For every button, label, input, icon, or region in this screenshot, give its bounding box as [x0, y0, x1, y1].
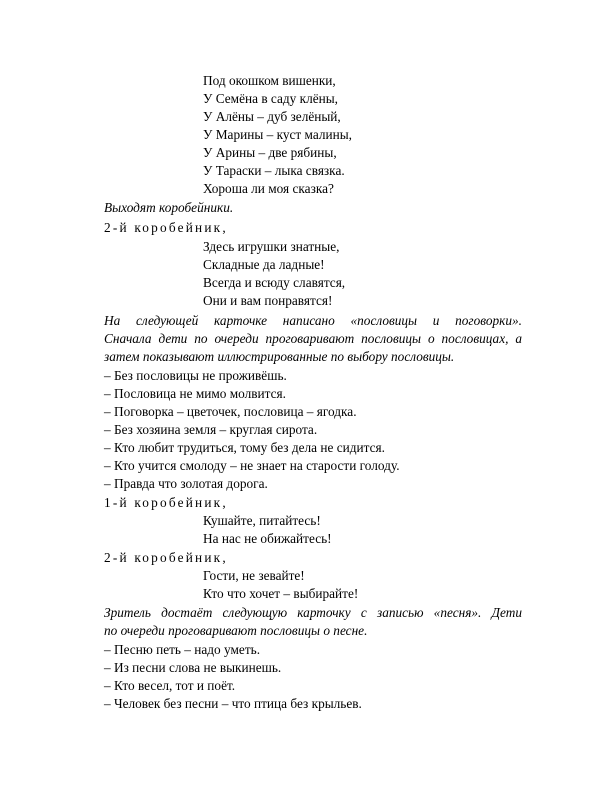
verse-line: Здесь игрушки знатные, — [203, 239, 340, 254]
verse-line: Кто что хочет – выбирайте! — [203, 586, 359, 601]
proverb-item: – Пословица не мимо молвится. — [104, 386, 286, 401]
verse-line: На нас не обижайтесь! — [203, 531, 332, 546]
verse-line: Они и вам понравятся! — [203, 293, 333, 308]
verse-line: У Марины – куст малины, — [203, 127, 352, 142]
speaker-label: 1-й коробейник, — [104, 495, 228, 510]
proverb-item: – Поговорка – цветочек, пословица – ягодка. — [104, 404, 357, 419]
verse-line: У Алёны – дуб зелёный, — [203, 109, 341, 124]
proverb-item: – Кто весел, тот и поёт. — [104, 678, 236, 693]
verse-line: У Тараски – лыка связка. — [203, 163, 345, 178]
narration-line: Сначала дети по очереди проговаривают пословицы о пословицах, а — [104, 331, 522, 346]
verse-line: Под окошком вишенки, — [203, 73, 336, 88]
speaker-label: 2-й коробейник, — [104, 550, 228, 565]
verse-line: Гости, не зевайте! — [203, 568, 305, 583]
narration-line: по очереди проговаривают пословицы о песне. — [104, 623, 368, 638]
stage-direction: Выходят коробейники. — [104, 200, 234, 215]
proverb-item: – Без хозяина земля – круглая сирота. — [104, 422, 318, 437]
verse-line: Хороша ли моя сказка? — [203, 181, 334, 196]
speaker-label: 2-й коробейник, — [104, 220, 228, 235]
proverb-item: – Из песни слова не выкинешь. — [104, 660, 282, 675]
verse-line: Всегда и всюду славятся, — [203, 275, 346, 290]
proverb-item: – Правда что золотая дорога. — [104, 476, 268, 491]
verse-line: Складные да ладные! — [203, 257, 325, 272]
narration-line: затем показывают иллюстрированные по выбору пословицы. — [104, 349, 455, 364]
verse-line: У Семёна в саду клёны, — [203, 91, 339, 106]
narration-line: На следующей карточке написано «пословицы и поговорки». — [104, 313, 522, 328]
proverb-item: – Человек без песни – что птица без крыльев. — [104, 696, 362, 711]
proverb-item: – Песню петь – надо уметь. — [104, 642, 261, 657]
proverb-item: – Кто учится смолоду – не знает на старости голоду. — [104, 458, 400, 473]
narration-line: Зритель достаёт следующую карточку с записью «песня». Дети — [104, 605, 522, 620]
verse-line: У Арины – две рябины, — [203, 145, 337, 160]
proverb-item: – Кто любит трудиться, тому без дела не сидится. — [104, 440, 385, 455]
proverb-item: – Без пословицы не проживёшь. — [104, 368, 287, 383]
verse-line: Кушайте, питайтесь! — [203, 513, 321, 528]
